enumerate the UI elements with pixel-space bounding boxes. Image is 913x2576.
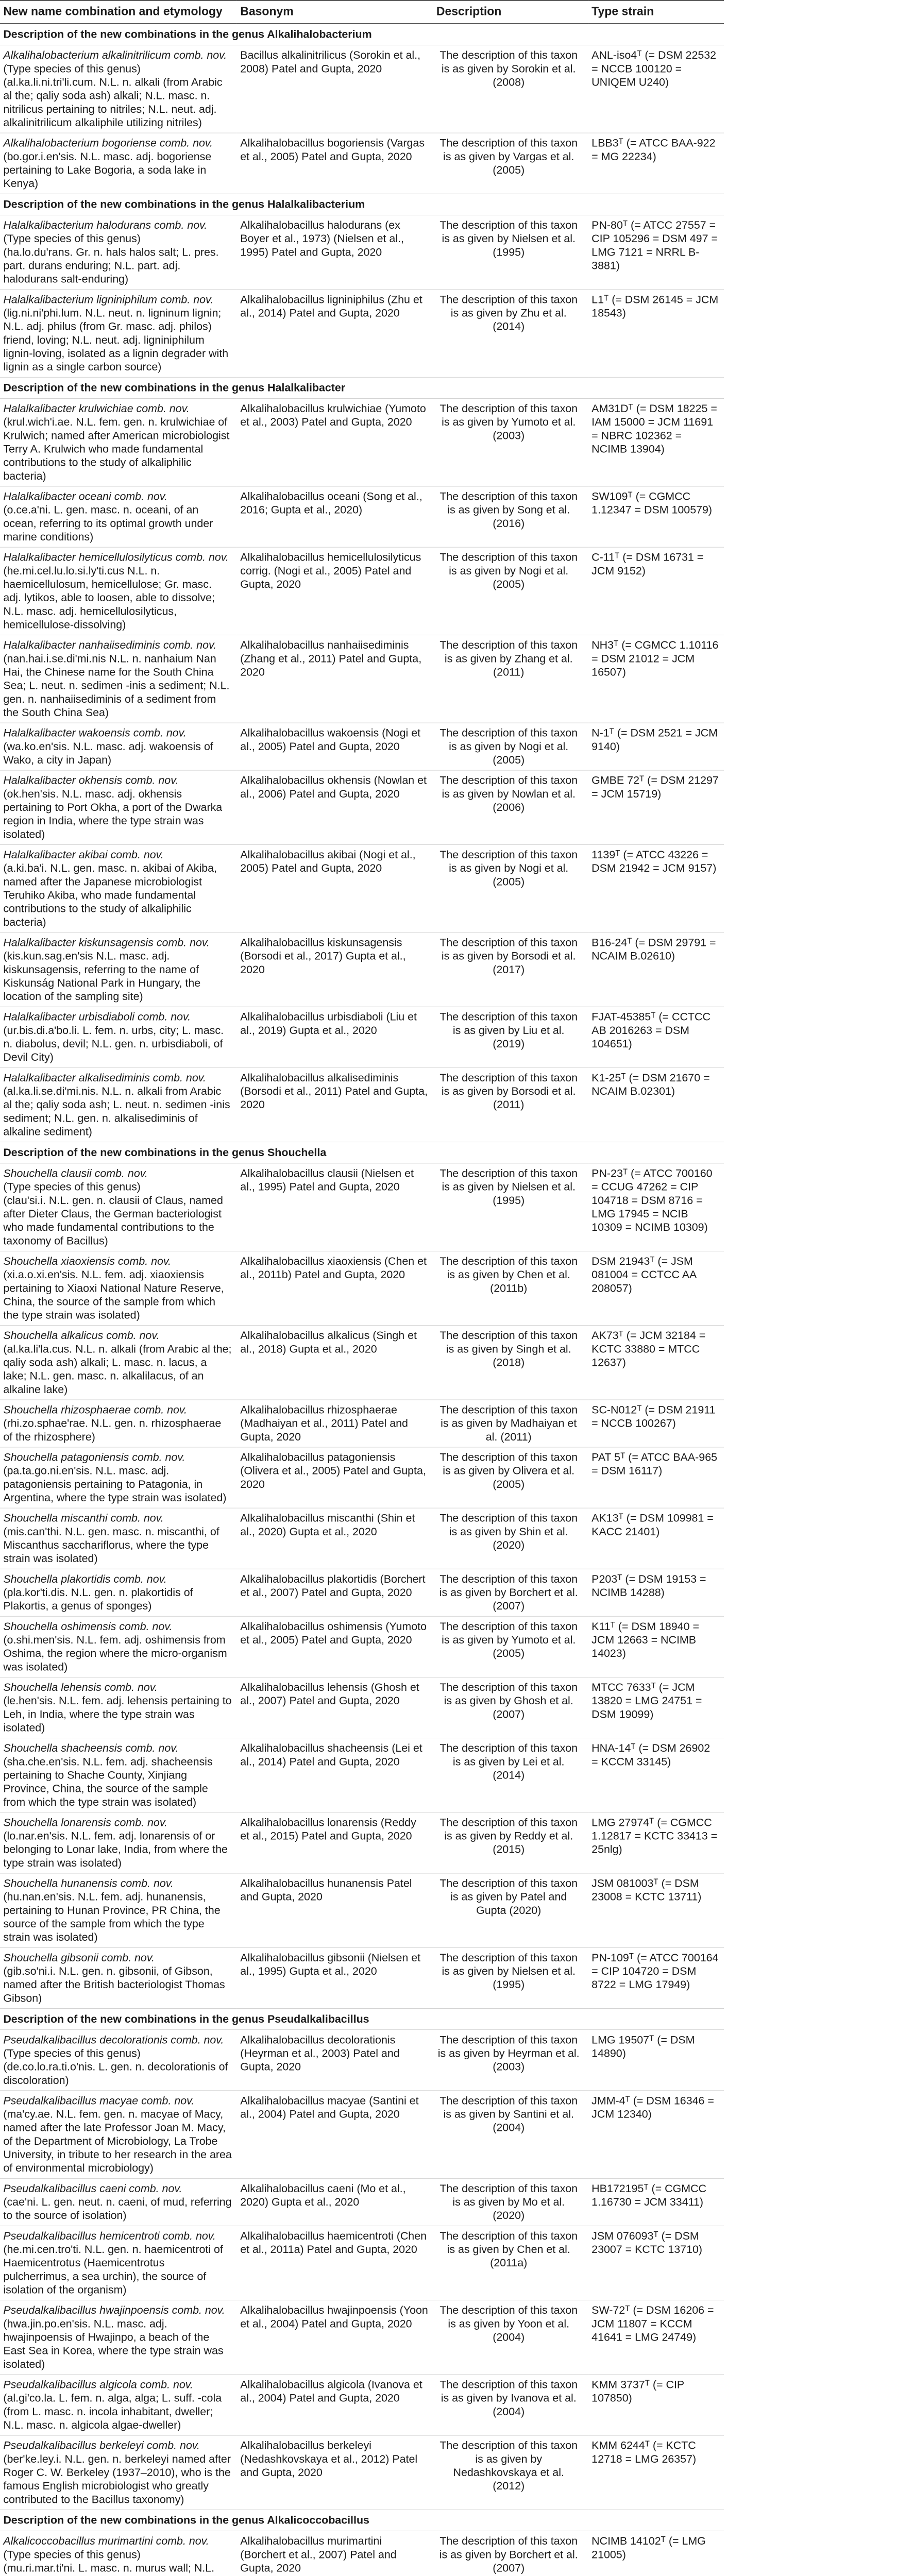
table-row: [0, 399, 724, 486]
table-row: [0, 2091, 724, 2178]
new-name-cell: [0, 2178, 237, 2226]
basonym-cell: Alkalihalobacillus miscanthi (Shin et al., 2020) Gupta et al., 2020: [237, 1508, 433, 1569]
description-cell: The description of this taxon is as given by Nogi et al. (2005): [433, 723, 588, 770]
description-cell: The description of this taxon is as given by Reddy et al. (2015): [433, 1812, 588, 1873]
table-row: [0, 1738, 724, 1812]
combination-name: Shouchella lonarensis comb. nov.: [3, 1816, 167, 1829]
new-name-cell: [0, 486, 237, 547]
new-name-cell: [0, 1508, 237, 1569]
new-name-cell: [0, 844, 237, 932]
table-row: [0, 1947, 724, 2008]
section-header-row: [0, 377, 724, 398]
table-row: [0, 290, 724, 377]
new-name-cell: [0, 2030, 237, 2091]
description-cell: The description of this taxon is as given by Chen et al. (2011b): [433, 1251, 588, 1325]
table-row: [0, 1616, 724, 1677]
description-cell: The description of this taxon is as given by Santini et al. (2004): [433, 2091, 588, 2178]
basonym-cell: Alkalihalobacillus ligniniphilus (Zhu et al., 2014) Patel and Gupta, 2020: [237, 290, 433, 377]
header-description: Description: [433, 1, 588, 24]
new-name-cell: [0, 290, 237, 377]
description-cell: The description of this taxon is as given by Yumoto et al. (2003): [433, 399, 588, 486]
etymology-text: (he.mi.cel.lu.lo.si.ly'ti.cus N.L. n. haemicellulosum, hemicellulose; Gr. masc. adj. lytikos, able to loosen, able to dissolve; N.L. masc. adj. hemicellulosilyticus, hemicellulose-dissolving): [3, 564, 218, 631]
table-row: [0, 45, 724, 133]
combination-name: Pseudalkalibacillus macyae comb. nov.: [3, 2094, 195, 2107]
basonym-cell: Alkalihalobacillus kiskunsagensis (Borsodi et al., 2017) Gupta et al., 2020: [237, 933, 433, 1007]
type-strain-cell: PAT 5ᵀ (= ATCC BAA-965 = DSM 16117): [588, 1447, 724, 1508]
combination-name: Halalkalibacter hemicellulosilyticus comb. nov.: [3, 551, 229, 564]
section-header-row: [0, 24, 724, 45]
type-strain-cell: HNA-14ᵀ (= DSM 26902 = KCCM 33145): [588, 1738, 724, 1812]
new-name-cell: [0, 2300, 237, 2375]
table-row: [0, 1677, 724, 1738]
basonym-cell: Alkalihalobacillus hwajinpoensis (Yoon et al., 2004) Patel and Gupta, 2020: [237, 2300, 433, 2375]
new-name-cell: [0, 635, 237, 723]
description-cell: The description of this taxon is as given by Nogi et al. (2005): [433, 547, 588, 635]
table-row: [0, 723, 724, 770]
new-name-cell: [0, 215, 237, 289]
new-name-cell: [0, 1326, 237, 1400]
type-strain-cell: K1-25ᵀ (= DSM 21670 = NCAIM B.02301): [588, 1067, 724, 1142]
combination-name: Halalkalibacter nanhaiisediminis comb. nov.: [3, 639, 217, 651]
type-strain-cell: JSM 076093ᵀ (= DSM 23007 = KCTC 13710): [588, 2226, 724, 2300]
table-row: [0, 215, 724, 289]
new-name-cell: [0, 1007, 237, 1067]
type-strain-cell: N-1ᵀ (= DSM 2521 = JCM 9140): [588, 723, 724, 770]
table-row: [0, 933, 724, 1007]
type-strain-cell: HB172195ᵀ (= CGMCC 1.16730 = JCM 33411): [588, 2178, 724, 2226]
combination-name: Shouchella hunanensis comb. nov.: [3, 1877, 174, 1890]
type-strain-cell: SC-N012ᵀ (= DSM 21911 = NCCB 100267): [588, 1400, 724, 1447]
combination-name: Shouchella lehensis comb. nov.: [3, 1681, 158, 1693]
type-strain-cell: LBB3ᵀ (= ATCC BAA-922 = MG 22234): [588, 133, 724, 194]
new-name-cell: [0, 1400, 237, 1447]
section-title: Description of the new combinations in the genus Pseudalkalibacillus: [0, 2008, 724, 2029]
new-name-cell: [0, 1616, 237, 1677]
header-new-name: New name combination and etymology: [0, 1, 237, 24]
combination-name: Shouchella clausii comb. nov.: [3, 1167, 148, 1180]
etymology-text: (mis.can'thi. N.L. gen. masc. n. miscanthi, of Miscanthus sacchariflorus, where the type strain was isolated): [3, 1525, 223, 1565]
new-name-cell: [0, 723, 237, 770]
new-name-cell: [0, 1873, 237, 1947]
description-cell: The description of this taxon is as given by Nedashkovskaya et al. (2012): [433, 2435, 588, 2510]
etymology-text: (pa.ta.go.ni.en'sis. N.L. masc. adj. patagoniensis pertaining to Patagonia, in Argentina, where the type strain was isolated): [3, 1464, 227, 1504]
new-name-cell: [0, 2375, 237, 2435]
etymology-text: (ber'ke.ley.i. N.L. gen. n. berkeleyi named after Roger C. W. Berkeley (1937–2010), who is the famous English microbiologist who greatly contributed to the Bacillus taxonomy): [3, 2452, 234, 2506]
table-header: [0, 1, 724, 24]
etymology-text: (hwa.jin.po.en'sis. N.L. masc. adj. hwajinpoensis of Hwajinpo, a beach of the East Sea in Korea, where the type strain was isolated): [3, 2317, 227, 2370]
basonym-cell: Alkalihalobacillus haemicentroti (Chen et al., 2011a) Patel and Gupta, 2020: [237, 2226, 433, 2300]
etymology-text: (al.ka.li'la.cus. N.L. n. alkali (from Arabic al the; qaliy soda ash) alkali; L. masc. n. lacus, a lake; N.L. gen. masc. n. alkalilacus, of an alkaline lake): [3, 1343, 235, 1396]
description-cell: The description of this taxon is as given by Ghosh et al. (2007): [433, 1677, 588, 1738]
basonym-cell: Alkalihalobacillus alkalisediminis (Borsodi et al., 2011) Patel and Gupta, 2020: [237, 1067, 433, 1142]
description-cell: The description of this taxon is as given by Lei et al. (2014): [433, 1738, 588, 1812]
basonym-cell: Alkalihalobacillus okhensis (Nowlan et al., 2006) Patel and Gupta, 2020: [237, 770, 433, 844]
type-strain-cell: DSM 21943ᵀ (= JSM 081004 = CCTCC AA 208057): [588, 1251, 724, 1325]
table-row: [0, 2375, 724, 2435]
combination-name: Shouchella oshimensis comb. nov.: [3, 1620, 173, 1633]
basonym-cell: Alkalihalobacillus patagoniensis (Olivera et al., 2005) Patel and Gupta, 2020: [237, 1447, 433, 1508]
etymology-text: (Type species of this genus) (clau'si.i. N.L. gen. n. clausii of Claus, named after Dieter Claus, the German bacteriologist who made fundamental contributions to the taxonomy of Bacillus): [3, 1180, 223, 1247]
table-row: [0, 1508, 724, 1569]
description-cell: The description of this taxon is as given by Borsodi et al. (2017): [433, 933, 588, 1007]
etymology-text: (ur.bis.di.a'bo.li. L. fem. n. urbs, city; L. masc. n. diabolus, devil; N.L. gen. n. urbisdiaboli, of Devil City): [3, 1024, 227, 1064]
table-row: [0, 2531, 724, 2576]
basonym-cell: Alkalihalobacillus gibsonii (Nielsen et al., 1995) Gupta et al., 2020: [237, 1947, 433, 2008]
combination-name: Alkalicoccobacillus murimartini comb. nov.: [3, 2535, 209, 2547]
new-name-cell: [0, 770, 237, 844]
table-body: [0, 24, 724, 2576]
combination-name: Alkalihalobacterium bogoriense comb. nov.: [3, 137, 213, 149]
basonym-cell: Alkalihalobacillus shacheensis (Lei et al., 2014) Patel and Gupta, 2020: [237, 1738, 433, 1812]
etymology-text: (he.mi.cen.tro'ti. N.L. gen. n. haemicentroti of Haemicentrotus (Haemicentrotus pulcherrimus, a sea urchin), the source of isolation of the organism): [3, 2243, 226, 2296]
etymology-text: (Type species of this genus) (de.co.lo.ra.ti.o'nis. L. gen. n. decolorationis of discoloration): [3, 2047, 228, 2087]
table-row: [0, 133, 724, 194]
basonym-cell: Alkalihalobacillus halodurans (ex Boyer et al., 1973) (Nielsen et al., 1995) Patel and Gupta, 2020: [237, 215, 433, 289]
type-strain-cell: SW-72ᵀ (= DSM 16206 = JCM 11807 = KCCM 41641 = LMG 24749): [588, 2300, 724, 2375]
etymology-text: (lo.nar.en'sis. N.L. fem. adj. lonarensis of or belonging to Lonar lake, India, from where the type strain was isolated): [3, 1829, 231, 1869]
etymology-text: (Type species of this genus) (ha.lo.du'rans. Gr. n. hals halos salt; L. pres. part. durans enduring; N.L. part. adj. halodurans salt-enduring): [3, 232, 219, 285]
combination-name: Shouchella plakortidis comb. nov.: [3, 1572, 167, 1585]
new-name-cell: [0, 1569, 237, 1616]
type-strain-cell: AM31Dᵀ (= DSM 18225 = IAM 15000 = JCM 11691 = NBRC 102362 = NCIMB 13904): [588, 399, 724, 486]
table-row: [0, 844, 724, 932]
combination-name: Halalkalibacter oceani comb. nov.: [3, 490, 167, 503]
basonym-cell: Alkalihalobacillus oshimensis (Yumoto et al., 2005) Patel and Gupta, 2020: [237, 1616, 433, 1677]
table-row: [0, 1326, 724, 1400]
basonym-cell: Alkalihalobacillus wakoensis (Nogi et al., 2005) Patel and Gupta, 2020: [237, 723, 433, 770]
combination-name: Halalkalibacter akibai comb. nov.: [3, 848, 164, 861]
combination-name: Halalkalibacter wakoensis comb. nov.: [3, 726, 187, 739]
basonym-cell: Alkalihalobacillus algicola (Ivanova et al., 2004) Patel and Gupta, 2020: [237, 2375, 433, 2435]
section-title: Description of the new combinations in the genus Halalkalibacter: [0, 377, 724, 398]
etymology-text: (bo.gor.i.en'sis. N.L. masc. adj. bogoriense pertaining to Lake Bogoria, a soda lake in Kenya): [3, 150, 215, 190]
new-name-cell: [0, 1251, 237, 1325]
combination-name: Pseudalkalibacillus berkeleyi comb. nov.: [3, 2439, 200, 2452]
basonym-cell: Alkalihalobacillus nanhaiisediminis (Zhang et al., 2011) Patel and Gupta, 2020: [237, 635, 433, 723]
combination-name: Pseudalkalibacillus decolorationis comb. nov.: [3, 2033, 224, 2046]
description-cell: The description of this taxon is as given by Olivera et al. (2005): [433, 1447, 588, 1508]
table-row: [0, 770, 724, 844]
type-strain-cell: MTCC 7633ᵀ (= JCM 13820 = LMG 24751 = DSM 19099): [588, 1677, 724, 1738]
etymology-text: (al.ka.li.se.di'mi.nis. N.L. n. alkali from Arabic al the; qaliy soda ash; L. neut. n. sedimen -inis sediment; N.L. gen. n. alkalisediminis of alkaline sediment): [3, 1085, 233, 1138]
etymology-text: (krul.wich'i.ae. N.L. fem. gen. n. krulwichiae of Krulwich; named after American microbiologist Terry A. Krulwich who made fundamental contributions to the study of alkaliphilic bacteria): [3, 416, 232, 482]
etymology-text: (a.ki.ba'i. N.L. gen. masc. n. akibai of Akiba, named after the Japanese microbiologist Teruhiko Akiba, who made fundamental contributions to the study of alkaliphilic bacteria): [3, 862, 220, 928]
header-row: [0, 1, 724, 24]
table-row: [0, 2435, 724, 2510]
basonym-cell: Alkalihalobacillus urbisdiaboli (Liu et al., 2019) Gupta et al., 2020: [237, 1007, 433, 1067]
type-strain-cell: NH3ᵀ (= CGMCC 1.10116 = DSM 21012 = JCM 16507): [588, 635, 724, 723]
section-title: Description of the new combinations in the genus Shouchella: [0, 1142, 724, 1163]
new-name-cell: [0, 1738, 237, 1812]
description-cell: The description of this taxon is as given by Nowlan et al. (2006): [433, 770, 588, 844]
basonym-cell: Alkalihalobacillus murimartini (Borchert et al., 2007) Patel and Gupta, 2020: [237, 2531, 433, 2576]
new-name-cell: [0, 2226, 237, 2300]
combination-name: Shouchella alkalicus comb. nov.: [3, 1329, 160, 1342]
table-row: [0, 2300, 724, 2375]
basonym-cell: Alkalihalobacillus hemicellulosilyticus corrig. (Nogi et al., 2005) Patel and Gupta, 2020: [237, 547, 433, 635]
new-name-cell: [0, 547, 237, 635]
type-strain-cell: GMBE 72ᵀ (= DSM 21297 = JCM 15719): [588, 770, 724, 844]
new-name-cell: [0, 1677, 237, 1738]
combination-name: Pseudalkalibacillus hemicentroti comb. nov.: [3, 2229, 216, 2242]
type-strain-cell: 1139ᵀ (= ATCC 43226 = DSM 21942 = JCM 9157): [588, 844, 724, 932]
etymology-text: (wa.ko.en'sis. N.L. masc. adj. wakoensis of Wako, a city in Japan): [3, 740, 216, 766]
table-row: [0, 547, 724, 635]
table-row: [0, 2030, 724, 2091]
basonym-cell: Alkalihalobacillus lehensis (Ghosh et al., 2007) Patel and Gupta, 2020: [237, 1677, 433, 1738]
basonym-cell: Alkalihalobacillus clausii (Nielsen et al., 1995) Patel and Gupta, 2020: [237, 1163, 433, 1251]
basonym-cell: Alkalihalobacillus berkeleyi (Nedashkovskaya et al., 2012) Patel and Gupta, 2020: [237, 2435, 433, 2510]
basonym-cell: Alkalihalobacillus hunanensis Patel and Gupta, 2020: [237, 1873, 433, 1947]
basonym-cell: Alkalihalobacillus bogoriensis (Vargas et al., 2005) Patel and Gupta, 2020: [237, 133, 433, 194]
header-type-strain: Type strain: [588, 1, 724, 24]
combination-name: Shouchella xiaoxiensis comb. nov.: [3, 1255, 172, 1267]
type-strain-cell: PN-109ᵀ (= ATCC 700164 = CIP 104720 = DSM 8722 = LMG 17949): [588, 1947, 724, 2008]
type-strain-cell: SW109ᵀ (= CGMCC 1.12347 = DSM 100579): [588, 486, 724, 547]
basonym-cell: Alkalihalobacillus rhizosphaerae (Madhaiyan et al., 2011) Patel and Gupta, 2020: [237, 1400, 433, 1447]
combination-name: Halalkalibacterium ligniniphilum comb. nov.: [3, 293, 214, 306]
combination-name: Halalkalibacter urbisdiaboli comb. nov.: [3, 1010, 191, 1023]
section-header-row: [0, 2510, 724, 2531]
basonym-cell: Alkalihalobacillus plakortidis (Borchert et al., 2007) Patel and Gupta, 2020: [237, 1569, 433, 1616]
description-cell: The description of this taxon is as given by Yoon et al. (2004): [433, 2300, 588, 2375]
table-row: [0, 1812, 724, 1873]
type-strain-cell: PN-23ᵀ (= ATCC 700160 = CCUG 47262 = CIP 104718 = DSM 8716 = LMG 17945 = NCIB 10309 = NCIMB 10309): [588, 1163, 724, 1251]
section-header-row: [0, 2008, 724, 2029]
type-strain-cell: PN-80ᵀ (= ATCC 27557 = CIP 105296 = DSM 497 = LMG 7121 = NRRL B-3881): [588, 215, 724, 289]
combination-name: Shouchella gibsonii comb. nov.: [3, 1951, 155, 1964]
type-strain-cell: LMG 19507ᵀ (= DSM 14890): [588, 2030, 724, 2091]
table-row: [0, 1007, 724, 1067]
section-title: Description of the new combinations in the genus Alkalihalobacterium: [0, 24, 724, 45]
table-row: [0, 1067, 724, 1142]
etymology-text: (nan.hai.i.se.di'mi.nis N.L. n. nanhaium Nan Hai, the Chinese name for the South China Sea; L. neut. n. sedimen -inis a sediment; N.L. gen. n. nanhaiisediminis of a sediment from the South China Sea): [3, 652, 233, 719]
etymology-text: (xi.a.o.xi.en'sis. N.L. fem. adj. xiaoxiensis pertaining to Xiaoxi National Nature Reserve, China, the source of the sample from which the type strain was isolated): [3, 1268, 227, 1321]
description-cell: The description of this taxon is as given by Madhaiyan et al. (2011): [433, 1400, 588, 1447]
new-name-cell: [0, 399, 237, 486]
combination-name: Halalkalibacter kiskunsagensis comb. nov.: [3, 936, 210, 949]
combination-name: Alkalihalobacterium alkalinitrilicum comb. nov.: [3, 49, 227, 61]
type-strain-cell: NCIMB 14102ᵀ (= LMG 21005): [588, 2531, 724, 2576]
etymology-text: (o.shi.men'sis. N.L. fem. adj. oshimensis from Oshima, the region where the micro-organism was isolated): [3, 1633, 230, 1673]
combination-name: Shouchella miscanthi comb. nov.: [3, 1512, 164, 1524]
description-cell: The description of this taxon is as given by Chen et al. (2011a): [433, 2226, 588, 2300]
etymology-text: (pla.kor'ti.dis. N.L. gen. n. plakortidis of Plakortis, a genus of sponges): [3, 1586, 196, 1612]
combination-name: Pseudalkalibacillus algicola comb. nov.: [3, 2378, 193, 2391]
header-basonym: Basonym: [237, 1, 433, 24]
combination-name: Shouchella shacheensis comb. nov.: [3, 1742, 179, 1754]
new-name-cell: [0, 933, 237, 1007]
new-name-cell: [0, 1447, 237, 1508]
etymology-text: (rhi.zo.sphae'rae. N.L. gen. n. rhizosphaerae of the rhizosphere): [3, 1417, 225, 1443]
type-strain-cell: ANL-iso4ᵀ (= DSM 22532 = NCCB 100120 = UNIQEM U240): [588, 45, 724, 133]
combination-name: Pseudalkalibacillus caeni comb. nov.: [3, 2182, 182, 2195]
new-name-cell: [0, 1947, 237, 2008]
description-cell: The description of this taxon is as given by Heyrman et al. (2003): [433, 2030, 588, 2091]
combination-name: Shouchella rhizosphaerae comb. nov.: [3, 1403, 187, 1416]
table-row: [0, 635, 724, 723]
new-name-cell: [0, 45, 237, 133]
type-strain-cell: JSM 081003ᵀ (= DSM 23008 = KCTC 13711): [588, 1873, 724, 1947]
table-row: [0, 1251, 724, 1325]
etymology-text: (ok.hen'sis. N.L. masc. adj. okhensis pertaining to Port Okha, a port of the Dwarka region in India, where the type strain was isolated): [3, 787, 226, 841]
description-cell: The description of this taxon is as given by Borchert et al. (2007): [433, 2531, 588, 2576]
basonym-cell: Alkalihalobacillus lonarensis (Reddy et al., 2015) Patel and Gupta, 2020: [237, 1812, 433, 1873]
description-cell: The description of this taxon is as given by Singh et al. (2018): [433, 1326, 588, 1400]
description-cell: The description of this taxon is as given by Ivanova et al. (2004): [433, 2375, 588, 2435]
section-title: Description of the new combinations in the genus Halalkalibacterium: [0, 194, 724, 215]
type-strain-cell: K11ᵀ (= DSM 18940 = JCM 12663 = NCIMB 14023): [588, 1616, 724, 1677]
etymology-text: (sha.che.en'sis. N.L. fem. adj. shacheensis pertaining to Shache County, Xinjiang Province, China, the source of the sample from which the type strain was isolated): [3, 1755, 216, 1808]
section-header-row: [0, 1142, 724, 1163]
description-cell: The description of this taxon is as given by Shin et al. (2020): [433, 1508, 588, 1569]
description-cell: The description of this taxon is as given by Vargas et al. (2005): [433, 133, 588, 194]
description-cell: The description of this taxon is as given by Nogi et al. (2005): [433, 844, 588, 932]
table-row: [0, 1447, 724, 1508]
type-strain-cell: AK13ᵀ (= DSM 109981 = KACC 21401): [588, 1508, 724, 1569]
table-row: [0, 1163, 724, 1251]
etymology-text: (ma'cy.ae. N.L. fem. gen. n. macyae of Macy, named after the late Professor Joan M. Macy, of the Department of Microbiology, La Trobe University, in tribute to her research in the area of environmental microbiology): [3, 2108, 235, 2174]
basonym-cell: Alkalihalobacillus macyae (Santini et al., 2004) Patel and Gupta, 2020: [237, 2091, 433, 2178]
basonym-cell: Alkalihalobacillus akibai (Nogi et al., 2005) Patel and Gupta, 2020: [237, 844, 433, 932]
table-row: [0, 1569, 724, 1616]
basonym-cell: Alkalihalobacillus decolorationis (Heyrman et al., 2003) Patel and Gupta, 2020: [237, 2030, 433, 2091]
type-strain-cell: B16-24ᵀ (= DSM 29791 = NCAIM B.02610): [588, 933, 724, 1007]
section-title: Description of the new combinations in the genus Alkalicoccobacillus: [0, 2510, 724, 2531]
combination-name: Halalkalibacter alkalisediminis comb. nov.: [3, 1071, 206, 1084]
basonym-cell: Alkalihalobacillus oceani (Song et al., 2016; Gupta et al., 2020): [237, 486, 433, 547]
etymology-text: (Type species of this genus) (al.ka.li.ni.tri'li.cum. N.L. n. alkali (from Arabic al the; qaliy soda ash) alkali; N.L. masc. n. nitrilicus pertaining to nitriles; N.L. neut. adj. alkalinitrilicum alkaliphile utilizing nitriles): [3, 62, 223, 129]
type-strain-cell: FJAT-45385ᵀ (= CCTCC AB 2016263 = DSM 104651): [588, 1007, 724, 1067]
type-strain-cell: KMM 3737ᵀ (= CIP 107850): [588, 2375, 724, 2435]
etymology-text: (o.ce.a'ni. L. gen. masc. n. oceani, of an ocean, referring to its optimal growth under marine conditions): [3, 503, 216, 543]
new-name-cell: [0, 1067, 237, 1142]
table-row: [0, 2226, 724, 2300]
combination-name: Shouchella patagoniensis comb. nov.: [3, 1451, 185, 1464]
etymology-text: (cae'ni. L. gen. neut. n. caeni, of mud, referring to the source of isolation): [3, 2196, 235, 2222]
table-row: [0, 1400, 724, 1447]
type-strain-cell: P203ᵀ (= DSM 19153 = NCIMB 14288): [588, 1569, 724, 1616]
type-strain-cell: JMM-4ᵀ (= DSM 16346 = JCM 12340): [588, 2091, 724, 2178]
table-row: [0, 2178, 724, 2226]
type-strain-cell: AK73ᵀ (= JCM 32184 = KCTC 33880 = MTCC 12637): [588, 1326, 724, 1400]
etymology-text: (hu.nan.en'sis. N.L. fem. adj. hunanensis, pertaining to Hunan Province, PR China, the source of the sample from which the type strain was isolated): [3, 1890, 224, 1943]
description-cell: The description of this taxon is as given by Borchert et al. (2007): [433, 1569, 588, 1616]
etymology-text: (lig.ni.ni'phi.lum. N.L. neut. n. ligninum lignin; N.L. adj. philus (from Gr. masc. adj. philos) friend, loving; N.L. neut. adj. ligniniphilum lignin-loving, isolated as a lignin degrader with lignin as a single carbon source): [3, 307, 232, 373]
basonym-cell: Alkalihalobacillus alkalicus (Singh et al., 2018) Gupta et al., 2020: [237, 1326, 433, 1400]
description-cell: The description of this taxon is as given by Nielsen et al. (1995): [433, 1947, 588, 2008]
basonym-cell: Alkalihalobacillus xiaoxiensis (Chen et al., 2011b) Patel and Gupta, 2020: [237, 1251, 433, 1325]
section-header-row: [0, 194, 724, 215]
combination-name: Pseudalkalibacillus hwajinpoensis comb. nov.: [3, 2304, 225, 2316]
type-strain-cell: L1ᵀ (= DSM 26145 = JCM 18543): [588, 290, 724, 377]
description-cell: The description of this taxon is as given by Patel and Gupta (2020): [433, 1873, 588, 1947]
description-cell: The description of this taxon is as given by Borsodi et al. (2011): [433, 1067, 588, 1142]
table-row: [0, 1873, 724, 1947]
description-cell: The description of this taxon is as given by Yumoto et al. (2005): [433, 1616, 588, 1677]
new-name-cell: [0, 2531, 237, 2576]
table-row: [0, 486, 724, 547]
type-strain-cell: C-11ᵀ (= DSM 16731 = JCM 9152): [588, 547, 724, 635]
type-strain-cell: KMM 6244ᵀ (= KCTC 12718 = LMG 26357): [588, 2435, 724, 2510]
combination-name: Halalkalibacter okhensis comb. nov.: [3, 774, 179, 787]
description-cell: The description of this taxon is as given by Mo et al. (2020): [433, 2178, 588, 2226]
description-cell: The description of this taxon is as given by Nielsen et al. (1995): [433, 215, 588, 289]
description-cell: The description of this taxon is as given by Liu et al. (2019): [433, 1007, 588, 1067]
new-name-cell: [0, 1163, 237, 1251]
basonym-cell: Alkalihalobacillus caeni (Mo et al., 2020) Gupta et al., 2020: [237, 2178, 433, 2226]
new-name-cell: [0, 2091, 237, 2178]
description-cell: The description of this taxon is as given by Zhang et al. (2011): [433, 635, 588, 723]
basonym-cell: Bacillus alkalinitrilicus (Sorokin et al., 2008) Patel and Gupta, 2020: [237, 45, 433, 133]
new-name-cell: [0, 133, 237, 194]
combination-name: Halalkalibacterium halodurans comb. nov.: [3, 219, 208, 231]
type-strain-cell: LMG 27974ᵀ (= CGMCC 1.12817 = KCTC 33413 = 25nlg): [588, 1812, 724, 1873]
etymology-text: (gib.so'ni.i. N.L. gen. n. gibsonii, of Gibson, named after the British bacteriologist Thomas Gibson): [3, 1965, 228, 2005]
etymology-text: (kis.kun.sag.en'sis N.L. masc. adj. kiskunsagensis, referring to the name of Kiskunság National Park in Hungary, the location of the sampling site): [3, 950, 204, 1003]
new-name-cell: [0, 1812, 237, 1873]
basonym-cell: Alkalihalobacillus krulwichiae (Yumoto et al., 2003) Patel and Gupta, 2020: [237, 399, 433, 486]
description-cell: The description of this taxon is as given by Sorokin et al. (2008): [433, 45, 588, 133]
description-cell: The description of this taxon is as given by Song et al. (2016): [433, 486, 588, 547]
etymology-text: (al.gi'co.la. L. fem. n. alga, alga; L. suff. -cola (from L. masc. n. incola inhabitant, dweller; N.L. masc. n. algicola algae-dweller): [3, 2392, 225, 2431]
description-cell: The description of this taxon is as given by Nielsen et al. (1995): [433, 1163, 588, 1251]
description-cell: The description of this taxon is as given by Zhu et al. (2014): [433, 290, 588, 377]
new-name-cell: [0, 2435, 237, 2510]
etymology-text: (le.hen'sis. N.L. fem. adj. lehensis pertaining to Leh, in India, where the type strain was isolated): [3, 1694, 235, 1734]
combination-name: Halalkalibacter krulwichiae comb. nov.: [3, 402, 190, 415]
etymology-text: (Type species of this genus) (mu.ri.mar.ti'ni. L. masc. n. murus wall; N.L.: [3, 2548, 215, 2574]
